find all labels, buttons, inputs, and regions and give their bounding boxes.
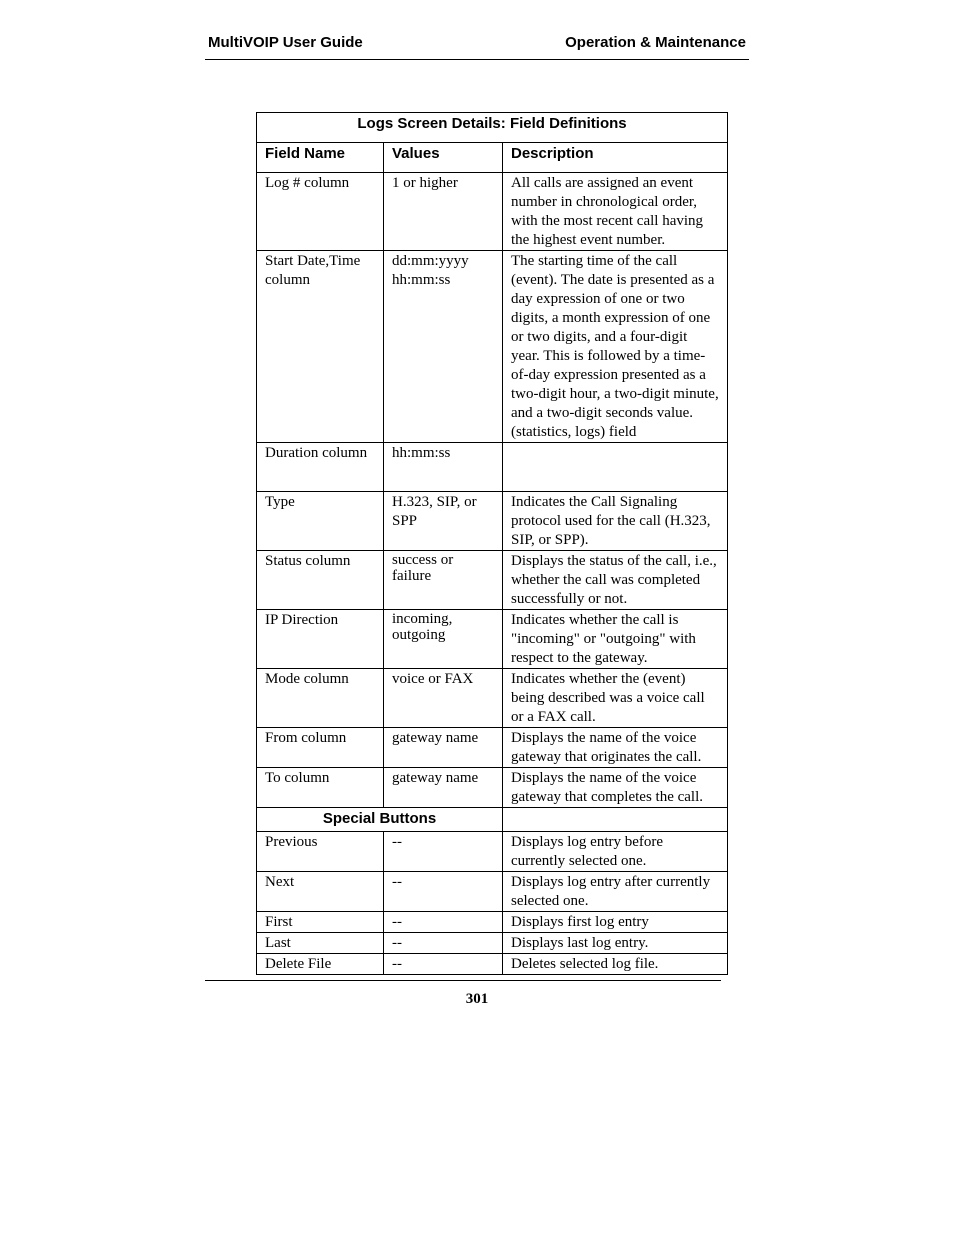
table-title: Logs Screen Details: Field Definitions: [257, 113, 728, 143]
button-name-cell: First: [257, 912, 384, 933]
description-cell: Displays log entry after currently selected one.: [503, 872, 728, 912]
page-header: [205, 32, 749, 60]
values-cell: incoming, outgoing: [384, 610, 503, 669]
description-cell: Displays log entry before currently selected one.: [503, 832, 728, 872]
button-name-cell: Delete File: [257, 954, 384, 975]
table-row: [257, 551, 728, 610]
button-name-cell: Last: [257, 933, 384, 954]
description-cell: Displays the name of the voice gateway that originates the call.: [503, 728, 728, 768]
description-cell: Displays the status of the call, i.e., whether the call was completed successfully or not.: [503, 551, 728, 610]
table-row: [257, 912, 728, 933]
description-cell: Indicates whether the call is "incoming" or "outgoing" with respect to the gateway.: [503, 610, 728, 669]
description-cell: Displays last log entry.: [503, 933, 728, 954]
button-name-cell: Next: [257, 872, 384, 912]
table-title-row: [257, 113, 728, 143]
table-row: [257, 832, 728, 872]
page-number: 301: [465, 991, 489, 1007]
values-cell: H.323, SIP, or SPP: [384, 492, 503, 551]
values-cell: 1 or higher: [384, 173, 503, 251]
values-cell: hh:mm:ss: [384, 443, 503, 492]
description-cell: Displays the name of the voice gateway that completes the call.: [503, 768, 728, 808]
description-cell: Displays first log entry: [503, 912, 728, 933]
values-cell: dd:mm:yyyy hh:mm:ss: [384, 251, 503, 443]
description-cell: [503, 808, 728, 832]
description-cell: [503, 443, 728, 492]
description-cell: Indicates whether the (event) being described was a voice call or a FAX call.: [503, 669, 728, 728]
table-row: [257, 768, 728, 808]
description-cell: Deletes selected log file.: [503, 954, 728, 975]
table-row: [257, 728, 728, 768]
field-name-cell: Start Date,Time column: [257, 251, 384, 443]
field-name-cell: IP Direction: [257, 610, 384, 669]
table-row: [257, 173, 728, 251]
values-cell: voice or FAX: [384, 669, 503, 728]
description-cell: Indicates the Call Signaling protocol used for the call (H.323, SIP, or SPP).: [503, 492, 728, 551]
field-name-cell: Status column: [257, 551, 384, 610]
description-cell: All calls are assigned an event number in chronological order, with the most recent call having the highest event number.: [503, 173, 728, 251]
button-name-cell: Previous: [257, 832, 384, 872]
values-cell: --: [384, 954, 503, 975]
values-cell: gateway name: [384, 768, 503, 808]
values-cell: --: [384, 933, 503, 954]
table-row: [257, 872, 728, 912]
column-header-values: Values: [384, 143, 503, 173]
column-header-description: Description: [503, 143, 728, 173]
special-buttons-section-row: [257, 808, 728, 832]
column-header-row: [257, 143, 728, 173]
table-row: [257, 610, 728, 669]
values-cell: --: [384, 872, 503, 912]
values-cell: --: [384, 912, 503, 933]
special-buttons-heading: Special Buttons: [257, 808, 503, 832]
field-name-cell: Log # column: [257, 173, 384, 251]
values-cell: --: [384, 832, 503, 872]
table-row: [257, 492, 728, 551]
table-row: [257, 933, 728, 954]
table-row: [257, 443, 728, 492]
header-section-title: Operation & Maintenance: [565, 34, 746, 51]
column-header-field-name: Field Name: [257, 143, 384, 173]
values-cell: success or failure: [384, 551, 503, 610]
values-cell: gateway name: [384, 728, 503, 768]
field-name-cell: To column: [257, 768, 384, 808]
field-name-cell: From column: [257, 728, 384, 768]
field-definitions-table: [256, 112, 728, 975]
table-row: [257, 251, 728, 443]
field-name-cell: Duration column: [257, 443, 384, 492]
field-name-cell: Mode column: [257, 669, 384, 728]
header-guide-title: MultiVOIP User Guide: [208, 34, 363, 51]
table-row: [257, 669, 728, 728]
field-name-cell: Type: [257, 492, 384, 551]
table-row: [257, 954, 728, 975]
description-cell: The starting time of the call (event). The date is presented as a day expression of one or two digits, a month expression of one or two digits, and a four-digit year. This is followed by a time-of-day expression presented as a two-digit hour, a two-digit minute, and a two-digit seconds value. (statistics, logs) field: [503, 251, 728, 443]
footer-divider: [205, 980, 721, 981]
